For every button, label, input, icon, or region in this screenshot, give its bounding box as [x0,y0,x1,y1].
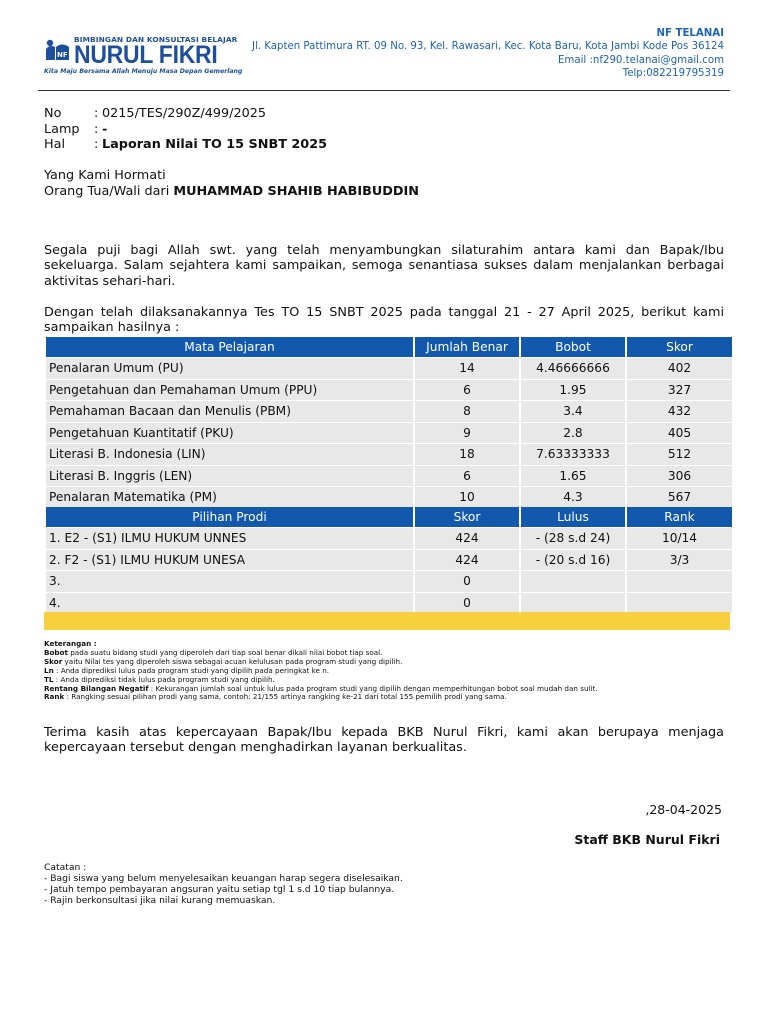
meta-row-no [44,106,327,122]
keterangan-text: pada suatu bidang studi yang diperoleh dari tiap soal benar dikali nilai bobot tiap soal. [67,647,383,657]
score-cell: 402 [627,358,732,379]
prodi-table [44,506,734,614]
keterangan-term: Rank [44,692,65,702]
table-row [46,380,732,401]
prodi-choice-cell: 3. [46,571,413,592]
meta-row-lamp [44,122,327,138]
subject-cell: Penalaran Umum (PU) [46,358,413,379]
table-row [46,528,732,549]
meta-row-hal [44,137,327,153]
table-row [46,593,732,614]
table-row [46,423,732,444]
score-cell: 327 [627,380,732,401]
prodi-pass-cell [521,571,625,592]
correct-count-cell: 9 [415,423,519,444]
catatan-notes [44,862,403,906]
prodi-rank-cell [627,571,732,592]
meta-separator: : [94,137,99,152]
catatan-title: Catatan : [44,862,87,873]
salutation [44,168,419,199]
keterangan-text: : Anda diprediksi lulus pada program studi yang dipilih pada peringkat ke n. [53,665,330,675]
meta-no-label: No [44,106,62,121]
opening-paragraph: Segala puji bagi Allah swt. yang telah menyambungkan silaturahim antara kami dan Bapak/Ibu sekeluarga. Salam sejahtera kami sampaikan, semoga senantiasa sukses dalam menjalankan berbagai aktivitas sehari-hari. [44,243,724,289]
catatan-item: - Rajin berkonsultasi jika nilai kurang memuaskan. [44,895,276,907]
nurul-fikri-logo [44,30,243,80]
prodi-pass-cell [521,593,625,614]
column-header: Mata Pelajaran [46,337,413,357]
table-row [46,358,732,379]
column-header: Skor [415,507,519,527]
keterangan-text: : Kekurangan jumlah soal untuk lulus pada program studi yang dipilih dengan memperhitungan bobot soal mudah dan sulit. [148,683,598,693]
prodi-choice-cell: 4. [46,593,413,614]
nurul-fikri-emblem-icon [44,38,70,62]
subject-cell: Penalaran Matematika (PM) [46,487,413,508]
meta-no-value: 0215/TES/290Z/499/2025 [102,106,267,121]
prodi-score-cell: 0 [415,593,519,614]
prodi-rank-cell: 10/14 [627,528,732,549]
table-footer-bar [44,612,730,630]
keterangan-term: Rentang Bilangan Negatif [44,683,149,693]
closing-paragraph: Terima kasih atas kepercayaan Bapak/Ibu kepada BKB Nurul Fikri, kami akan berupaya menjaga kepercayaan tersebut dengan menghadirkan layanan berkualitas. [44,725,724,756]
keterangan-title: Keterangan : [44,639,97,648]
letter-date: ,28-04-2025 [645,802,722,817]
meta-hal-label: Hal [44,137,66,152]
prodi-score-cell: 0 [415,571,519,592]
table-row [46,444,732,465]
branch-address: Jl. Kapten Pattimura RT. 09 No. 93, Kel. Rawasari, Kec. Kota Baru, Kota Jambi Kode Pos 36124 [251,41,724,53]
score-cell: 405 [627,423,732,444]
table-row [46,571,732,592]
keterangan-term: Bobot [44,647,68,657]
weight-cell: 2.8 [521,423,625,444]
prodi-table-header [46,507,732,527]
score-cell: 567 [627,487,732,508]
meta-hal-value: Laporan Nilai TO 15 SNBT 2025 [102,137,328,152]
weight-cell: 7.63333333 [521,444,625,465]
keterangan-text: : Rangking sesuai pilihan prodi yang sama, contoh: 21/155 artinya rangking ke-21 dari total 155 pemilih prodi yang sama. [64,692,507,702]
correct-count-cell: 8 [415,401,519,422]
keterangan-term: Ln [44,665,54,675]
scores-table-header [46,337,732,357]
meta-separator: : [94,121,99,137]
salutation-line: Yang Kami Hormati [44,168,166,183]
prodi-pass-cell: - (28 s.d 24) [521,528,625,549]
branch-name: NF TELANAI [656,28,724,39]
signer-name: Staff BKB Nurul Fikri [574,832,720,847]
score-cell: 432 [627,401,732,422]
weight-cell: 1.65 [521,466,625,487]
column-header: Bobot [521,337,625,357]
meta-lamp-label: Lamp [44,121,80,137]
correct-count-cell: 14 [415,358,519,379]
weight-cell: 4.46666666 [521,358,625,379]
keterangan-term: Skor [44,656,63,666]
letter-meta [44,106,327,153]
salutation-recipient [44,184,419,200]
branch-email: Email :nf290.telanai@gmail.com [557,54,724,66]
student-name: MUHAMMAD SHAHIB HABIBUDDIN [173,183,420,199]
subject-cell: Literasi B. Inggris (LEN) [46,466,413,487]
table-row [46,466,732,487]
logo-brand-name: NURUL FIKRI [74,41,218,69]
subject-cell: Pemahaman Bacaan dan Menulis (PBM) [46,401,413,422]
prodi-score-cell: 424 [415,550,519,571]
subject-cell: Pengetahuan Kuantitatif (PKU) [46,423,413,444]
keterangan-text: : Anda diprediksi tidak lulus pada program studi yang dipilih. [53,674,275,684]
scores-table [44,336,734,509]
logo-motto: Kita Maju Bersama Allah Menuju Masa Depan Gemerlang [44,68,243,75]
column-header: Rank [627,507,732,527]
meta-lamp-value: - [102,121,108,137]
weight-cell: 3.4 [521,401,625,422]
recipient-prefix: Orang Tua/Wali dari [44,183,174,199]
weight-cell: 4.3 [521,487,625,508]
column-header: Pilihan Prodi [46,507,413,527]
table-row [46,550,732,571]
table-row [46,487,732,508]
prodi-pass-cell: - (20 s.d 16) [521,550,625,571]
table-row [46,401,732,422]
score-cell: 512 [627,444,732,465]
subject-cell: Literasi B. Indonesia (LIN) [46,444,413,465]
branch-phone: Telp:082219795319 [622,67,724,79]
column-header: Skor [627,337,732,357]
prodi-rank-cell: 3/3 [627,550,732,571]
keterangan-item [44,693,598,702]
score-cell: 306 [627,466,732,487]
keterangan-text: yaitu Nilai tes yang diperoleh siswa sebagai acuan kelulusan pada program studi yang dipilih. [62,656,403,666]
keterangan-notes [44,640,598,702]
prodi-choice-cell: 1. E2 - (S1) ILMU HUKUM UNNES [46,528,413,549]
column-header: Jumlah Benar [415,337,519,357]
intro-results-paragraph: Dengan telah dilaksanakannya Tes TO 15 SNBT 2025 pada tanggal 21 - 27 April 2025, berikut kami sampaikan hasilnya : [44,305,724,336]
column-header: Lulus [521,507,625,527]
prodi-rank-cell [627,593,732,614]
svg-text:NF: NF [57,51,68,59]
meta-separator: : [94,106,99,121]
correct-count-cell: 6 [415,466,519,487]
prodi-score-cell: 424 [415,528,519,549]
header-divider [38,90,730,91]
correct-count-cell: 6 [415,380,519,401]
prodi-choice-cell: 2. F2 - (S1) ILMU HUKUM UNESA [46,550,413,571]
correct-count-cell: 18 [415,444,519,465]
subject-cell: Pengetahuan dan Pemahaman Umum (PPU) [46,380,413,401]
catatan-item: - Bagi siswa yang belum menyelesaikan keuangan harap segera diselesaikan. [44,873,403,885]
weight-cell: 1.95 [521,380,625,401]
catatan-item: - Jatuh tempo pembayaran angsuran yaitu setiap tgl 1 s.d 10 tiap bulannya. [44,884,395,896]
branch-contact-block [252,27,724,80]
logo-tagline: BIMBINGAN DAN KONSULTASI BELAJAR [74,35,238,44]
keterangan-term: TL [44,674,54,684]
correct-count-cell: 10 [415,487,519,508]
